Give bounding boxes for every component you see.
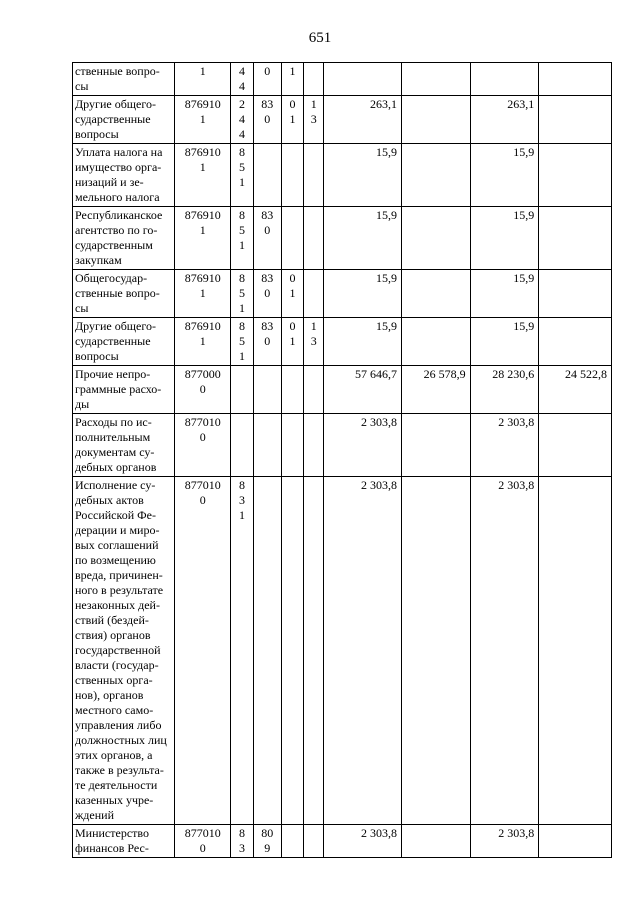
budget-table xyxy=(72,62,612,858)
value-federal xyxy=(402,318,471,366)
row-name: ственные вопро- сы xyxy=(73,63,175,96)
target-code: 876910 1 xyxy=(174,270,231,318)
table-row xyxy=(73,207,612,270)
value-total: 2 303,8 xyxy=(324,414,402,477)
value-other xyxy=(539,144,612,207)
section-code xyxy=(281,366,303,414)
target-code: 876910 1 xyxy=(174,207,231,270)
value-republic: 15,9 xyxy=(470,144,539,207)
subsection-code xyxy=(304,207,324,270)
value-republic: 28 230,6 xyxy=(470,366,539,414)
value-other xyxy=(539,825,612,858)
row-name: Общегосудар- ственные вопро- сы xyxy=(73,270,175,318)
subsection-code xyxy=(304,477,324,825)
ministry-code xyxy=(253,144,281,207)
ministry-code xyxy=(253,477,281,825)
section-code xyxy=(281,207,303,270)
expense-type: 8 5 1 xyxy=(231,270,253,318)
ministry-code: 83 0 xyxy=(253,318,281,366)
target-code: 876910 1 xyxy=(174,144,231,207)
value-republic: 15,9 xyxy=(470,318,539,366)
value-other xyxy=(539,96,612,144)
table-row xyxy=(73,477,612,825)
value-republic: 2 303,8 xyxy=(470,414,539,477)
value-total: 2 303,8 xyxy=(324,825,402,858)
value-republic: 263,1 xyxy=(470,96,539,144)
value-federal xyxy=(402,477,471,825)
target-code: 877000 0 xyxy=(174,366,231,414)
value-total: 15,9 xyxy=(324,207,402,270)
value-other xyxy=(539,270,612,318)
value-total: 15,9 xyxy=(324,318,402,366)
table-row xyxy=(73,366,612,414)
ministry-code: 83 0 xyxy=(253,96,281,144)
table-row xyxy=(73,144,612,207)
ministry-code: 83 0 xyxy=(253,270,281,318)
value-total: 263,1 xyxy=(324,96,402,144)
target-code: 877010 0 xyxy=(174,477,231,825)
value-other xyxy=(539,414,612,477)
table-row xyxy=(73,63,612,96)
value-republic xyxy=(470,63,539,96)
subsection-code xyxy=(304,825,324,858)
table-row xyxy=(73,414,612,477)
expense-type xyxy=(231,414,253,477)
expense-type xyxy=(231,366,253,414)
expense-type: 8 5 1 xyxy=(231,144,253,207)
expense-type: 4 4 xyxy=(231,63,253,96)
value-republic: 2 303,8 xyxy=(470,477,539,825)
value-total xyxy=(324,63,402,96)
expense-type: 8 5 1 xyxy=(231,318,253,366)
value-federal xyxy=(402,63,471,96)
subsection-code: 1 3 xyxy=(304,96,324,144)
table-row xyxy=(73,318,612,366)
subsection-code: 1 3 xyxy=(304,318,324,366)
target-code: 877010 0 xyxy=(174,825,231,858)
section-code: 0 1 xyxy=(281,318,303,366)
value-other xyxy=(539,477,612,825)
section-code xyxy=(281,825,303,858)
row-name: Исполнение су- дебных актов Российской Фе- дерации и миро- вых соглашений по возмещению вреда, причинен- ного в результате незаконных дей- ствий (бездей- ствия) органов государственной власти (государ- ственных орга- нов), органов местного само- управления либо должностных лиц этих органов, а также в результа- те деятельности казенных учре- ждений xyxy=(73,477,175,825)
ministry-code xyxy=(253,414,281,477)
target-code: 876910 1 xyxy=(174,96,231,144)
value-federal xyxy=(402,207,471,270)
row-name: Министерство финансов Рес- xyxy=(73,825,175,858)
value-other: 24 522,8 xyxy=(539,366,612,414)
ministry-code xyxy=(253,366,281,414)
value-republic: 2 303,8 xyxy=(470,825,539,858)
ministry-code: 0 xyxy=(253,63,281,96)
value-republic: 15,9 xyxy=(470,207,539,270)
value-federal: 26 578,9 xyxy=(402,366,471,414)
section-code: 1 xyxy=(281,63,303,96)
table-row xyxy=(73,96,612,144)
section-code xyxy=(281,477,303,825)
value-republic: 15,9 xyxy=(470,270,539,318)
subsection-code xyxy=(304,414,324,477)
row-name: Прочие непро- граммные расхо- ды xyxy=(73,366,175,414)
value-total: 57 646,7 xyxy=(324,366,402,414)
row-name: Республиканское агентство по го- сударственным закупкам xyxy=(73,207,175,270)
row-name: Другие общего- сударственные вопросы xyxy=(73,96,175,144)
subsection-code xyxy=(304,144,324,207)
expense-type: 2 4 4 xyxy=(231,96,253,144)
value-federal xyxy=(402,825,471,858)
target-code: 877010 0 xyxy=(174,414,231,477)
section-code xyxy=(281,414,303,477)
value-federal xyxy=(402,414,471,477)
expense-type: 8 5 1 xyxy=(231,207,253,270)
value-other xyxy=(539,207,612,270)
value-federal xyxy=(402,270,471,318)
subsection-code xyxy=(304,270,324,318)
section-code xyxy=(281,144,303,207)
value-other xyxy=(539,318,612,366)
row-name: Расходы по ис- полнительным документам су- дебных органов xyxy=(73,414,175,477)
table-row xyxy=(73,825,612,858)
page-number: 651 xyxy=(308,30,332,46)
target-code: 876910 1 xyxy=(174,318,231,366)
row-name: Уплата налога на имущество орга- низаций и зе- мельного налога xyxy=(73,144,175,207)
subsection-code xyxy=(304,366,324,414)
target-code: 1 xyxy=(174,63,231,96)
value-other xyxy=(539,63,612,96)
subsection-code xyxy=(304,63,324,96)
section-code: 0 1 xyxy=(281,96,303,144)
row-name: Другие общего- сударственные вопросы xyxy=(73,318,175,366)
value-total: 2 303,8 xyxy=(324,477,402,825)
ministry-code: 80 9 xyxy=(253,825,281,858)
value-federal xyxy=(402,144,471,207)
value-total: 15,9 xyxy=(324,144,402,207)
table-row xyxy=(73,270,612,318)
ministry-code: 83 0 xyxy=(253,207,281,270)
value-federal xyxy=(402,96,471,144)
section-code: 0 1 xyxy=(281,270,303,318)
expense-type: 8 3 1 xyxy=(231,477,253,825)
expense-type: 8 3 xyxy=(231,825,253,858)
value-total: 15,9 xyxy=(324,270,402,318)
